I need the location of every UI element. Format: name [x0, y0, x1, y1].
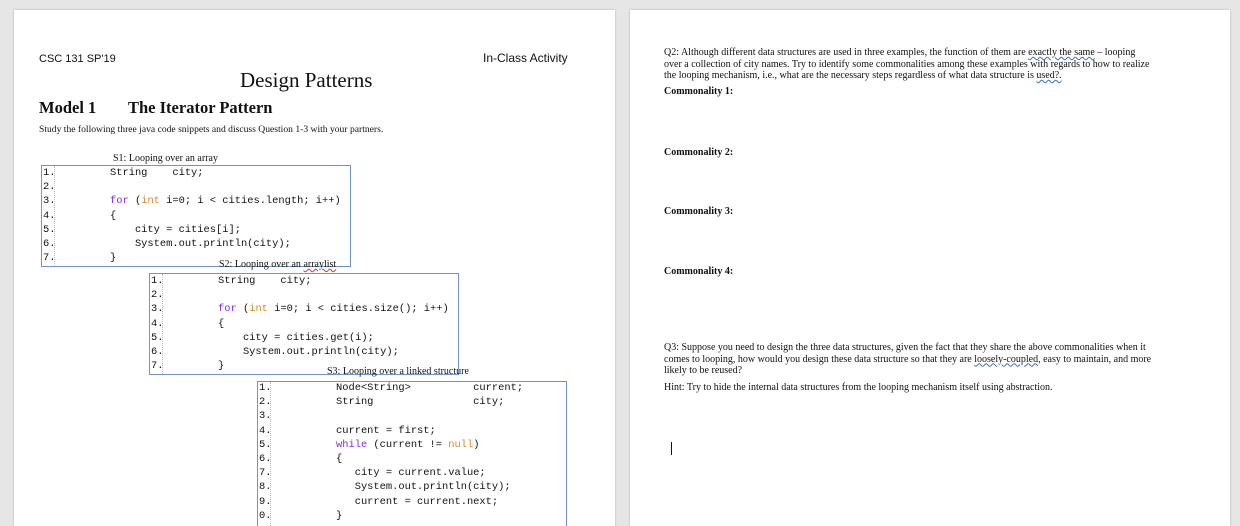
commonality-2-label: Commonality 2:	[664, 147, 734, 158]
code-token: }	[110, 252, 117, 265]
line-number: 9.	[259, 495, 272, 508]
commonality-4-label: Commonality 4:	[664, 266, 734, 277]
code-type: int	[249, 303, 268, 316]
code-token: city = cities.get(i);	[218, 331, 374, 344]
line-number: 0.	[259, 509, 272, 522]
code-token: Node<String> current;	[336, 382, 524, 394]
commonality-3-label: Commonality 3:	[664, 206, 734, 217]
code-line	[258, 509, 566, 523]
code-token: String city;	[336, 396, 505, 409]
line-number: 3.	[43, 195, 56, 208]
code-token: System.out.println(city);	[336, 481, 511, 494]
code-type: int	[141, 195, 160, 208]
code-token: }	[336, 509, 343, 522]
code-token: current = current.next;	[336, 495, 499, 508]
code-text	[336, 424, 436, 438]
line-number: 2.	[259, 396, 272, 409]
line-number: 4.	[43, 209, 56, 222]
code-token: }	[218, 360, 225, 373]
code-line	[150, 317, 458, 331]
code-token: {	[336, 453, 343, 465]
grammar-check-phrase: loosely-coupled	[974, 353, 1039, 365]
code-token: current = first;	[336, 424, 436, 437]
code-token: String city;	[218, 275, 312, 287]
code-line	[258, 381, 566, 395]
code-token: i=0; i < cities.size(); i++)	[267, 303, 449, 316]
code-line	[150, 302, 458, 316]
code-type: null	[448, 438, 474, 451]
document-page-right	[630, 10, 1230, 526]
code-text	[336, 438, 479, 452]
code-token: city = current.value;	[336, 467, 486, 480]
hint-text: Hint: Try to hide the internal data structures from the looping mechanism itself using abstraction.	[664, 382, 1053, 393]
code-keyword: for	[110, 195, 129, 208]
line-number: 1.	[259, 382, 272, 394]
code-line	[150, 345, 458, 359]
code-text	[218, 302, 449, 316]
code-text	[336, 395, 504, 409]
instructions-text: Study the following three java code snippets and discuss Question 1-3 with your partners.	[39, 124, 384, 135]
code-text	[110, 209, 116, 223]
line-number: 2.	[151, 289, 164, 302]
grammar-check-phrase: used?.	[1036, 70, 1062, 81]
code-line	[258, 466, 566, 480]
code-keyword: for	[218, 303, 237, 316]
code-line	[258, 395, 566, 409]
code-keyword: while	[336, 438, 368, 451]
snippet-1-caption: S1: Looping over an array	[113, 153, 218, 164]
code-line	[150, 288, 458, 302]
line-number: 7.	[151, 360, 164, 373]
line-number: 4.	[151, 317, 164, 330]
spellcheck-word: arraylist	[303, 259, 337, 270]
code-line	[150, 331, 458, 345]
line-number: 1.	[151, 275, 164, 287]
line-number: 7.	[259, 467, 272, 480]
code-line	[258, 424, 566, 438]
code-line	[258, 452, 566, 466]
line-number: 7.	[43, 252, 56, 265]
code-snippet-array	[41, 165, 351, 267]
line-number: 2.	[43, 181, 56, 194]
code-token: (current !=	[367, 438, 449, 451]
code-token: String city;	[110, 167, 204, 179]
line-number: 8.	[259, 481, 272, 494]
snippet-3-caption: S3: Looping over a linked structure	[327, 366, 469, 377]
code-token: {	[110, 209, 117, 222]
code-line	[258, 495, 566, 509]
code-text	[110, 223, 241, 237]
code-token: System.out.println(city);	[110, 238, 291, 250]
code-line	[42, 237, 350, 251]
code-text	[110, 194, 341, 208]
line-number: 6.	[151, 346, 164, 358]
code-text	[110, 166, 204, 180]
code-snippet-arraylist	[149, 273, 459, 375]
code-token: System.out.println(city);	[218, 346, 399, 358]
question-3: Q3: Suppose you need to design the three data structures, given the fact that they share the above commonalities when it comes to looping, how would you design these data structure so that they are loosely-coupled, easy to maintain, and more likely to be reused?	[664, 342, 1152, 376]
code-text	[336, 466, 486, 480]
model-number: Model 1	[39, 98, 97, 117]
code-text	[336, 381, 523, 395]
line-number: 5.	[151, 331, 164, 344]
course-header: CSC 131 SP'19	[39, 53, 116, 65]
code-line	[42, 209, 350, 223]
snippet-2-caption: S2: Looping over an arraylist	[219, 259, 337, 270]
text-cursor[interactable]	[671, 442, 672, 455]
line-number: 3.	[259, 410, 272, 423]
code-text	[110, 237, 291, 251]
code-text	[218, 331, 374, 345]
document-page-left	[14, 10, 615, 526]
grammar-check-phrase: exactly the same	[1028, 47, 1095, 58]
code-text	[218, 274, 312, 288]
line-number: 1.	[43, 167, 56, 179]
code-line	[258, 409, 566, 423]
code-line	[42, 223, 350, 237]
line-number: 4.	[259, 424, 272, 437]
commonality-1-label: Commonality 1:	[664, 86, 734, 97]
code-snippet-linked-structure	[257, 381, 567, 526]
model-title: The Iterator Pattern	[128, 98, 273, 117]
code-token: )	[473, 438, 480, 451]
code-line	[258, 438, 566, 452]
code-token: i=0; i < cities.length; i++)	[159, 195, 341, 208]
activity-header: In-Class Activity	[483, 51, 568, 65]
line-number: 5.	[43, 223, 56, 236]
code-line	[258, 480, 566, 494]
code-token: {	[218, 317, 225, 330]
line-number: 5.	[259, 438, 272, 451]
code-text	[336, 480, 511, 494]
page-title: Design Patterns	[240, 68, 373, 92]
question-2: Q2: Although different data structures are used in three examples, the function of them are exactly the same – looping over a collection of city names. Try to identify some commonalities among these examples with regards to how to realize the looping mechanism, i.e., what are the necessary steps regardless of what data structure is used?.	[664, 47, 1150, 81]
code-line	[150, 274, 458, 288]
line-number: 3.	[151, 303, 164, 316]
code-text	[218, 345, 399, 359]
code-text	[336, 452, 342, 466]
code-line	[42, 166, 350, 180]
code-line	[42, 194, 350, 208]
code-token: (	[128, 195, 142, 208]
code-token: city = cities[i];	[110, 223, 241, 236]
code-text	[218, 317, 224, 331]
line-number: 6.	[43, 238, 56, 250]
code-line	[42, 180, 350, 194]
code-text	[218, 359, 224, 373]
line-number: 6.	[259, 453, 272, 465]
code-text	[110, 251, 116, 265]
code-token: (	[236, 303, 250, 316]
code-text	[336, 509, 342, 523]
code-text	[336, 495, 498, 509]
